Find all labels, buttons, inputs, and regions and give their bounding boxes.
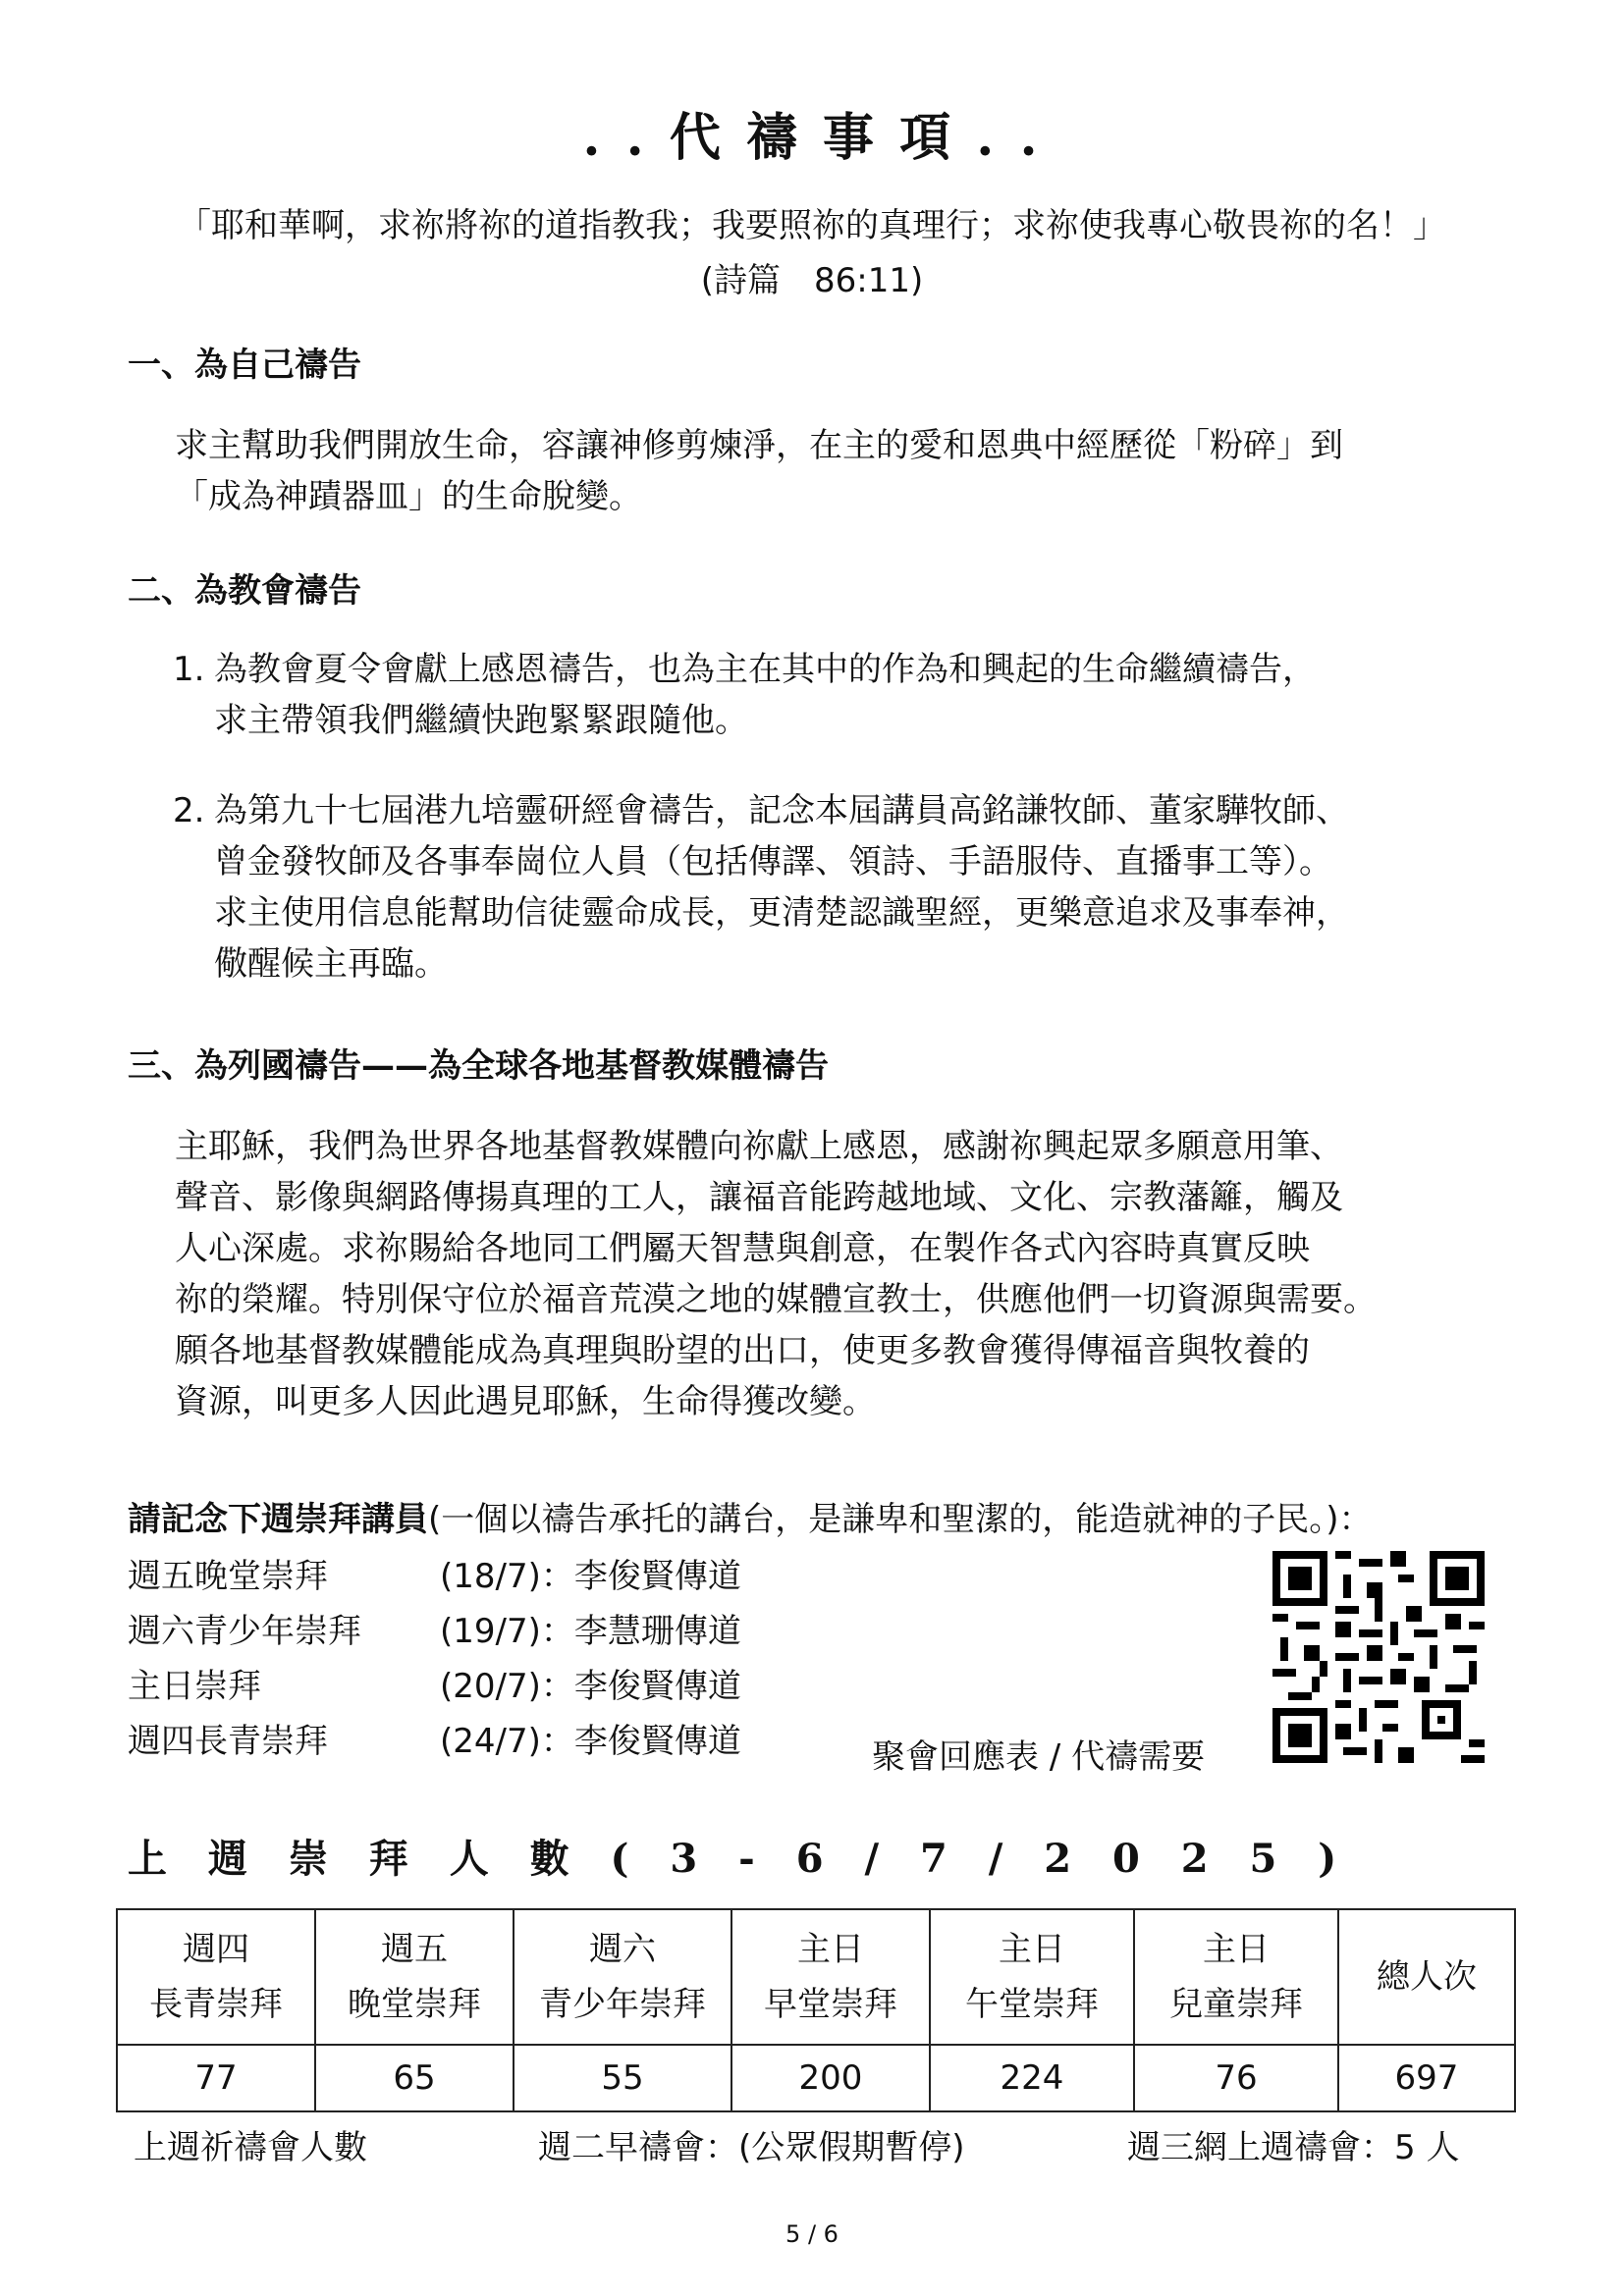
bible-verse: 「耶和華啊，求祢將祢的道指教我；我要照祢的真理行；求祢使我專心敬畏祢的名！」 — [178, 206, 1446, 245]
paragraph-line: 「成為神蹟器皿」的生命脫變。 — [175, 477, 642, 516]
header-line: 主日 — [1203, 1930, 1270, 1969]
section-self-text — [175, 420, 1510, 522]
schedule-info: (20/7)：李俊賢傳道 — [440, 1667, 741, 1706]
list-item-number: 2. — [173, 791, 205, 830]
paragraph-line: 為第九十七屆港九培靈研經會禱告，記念本屆講員高銘謙牧師、董家驊牧師、 — [214, 791, 1349, 830]
header-line: 長青崇拜 — [149, 1985, 283, 2024]
speakers-intro — [128, 1492, 1522, 1540]
table-header-cell — [731, 1909, 930, 2045]
list-item — [173, 644, 1518, 746]
paragraph-line: 為教會夏令會獻上感恩禱告，也為主在其中的作為和興起的生命繼續禱告， — [214, 650, 1316, 689]
header-line: 晚堂崇拜 — [348, 1985, 481, 2024]
speakers-note: (一個以禱告承托的講台，是謙卑和聖潔的，能造就神的子民。)： — [428, 1500, 1373, 1539]
paragraph-line: 資源，叫更多人因此遇見耶穌，生命得獲改變。 — [175, 1382, 876, 1421]
page-title: . . 代 禱 事 項 . . — [582, 108, 1042, 168]
table-header-cell — [117, 1909, 315, 2045]
table-header-row — [117, 1909, 1515, 2045]
header-line: 兒童崇拜 — [1169, 1985, 1303, 2024]
page-number: 5 / 6 — [785, 2220, 839, 2248]
table-header-cell — [1134, 1909, 1338, 2045]
header-line: 主日 — [999, 1930, 1065, 1969]
paragraph-line: 人心深處。求祢賜給各地同工們屬天智慧與創意，在製作各式內容時真實反映 — [175, 1229, 1310, 1268]
schedule-info: (19/7)：李慧珊傳道 — [440, 1612, 741, 1651]
header-line: 午堂崇拜 — [965, 1985, 1099, 2024]
paragraph-line: 求主幫助我們開放生命，容讓神修剪煉淨，在主的愛和恩典中經歷從「粉碎」到 — [175, 426, 1343, 465]
qr-caption: 聚會回應表 / 代禱需要 — [872, 1737, 1206, 1777]
table-cell: 55 — [514, 2045, 731, 2111]
list-item-number: 1. — [173, 650, 205, 689]
speakers-heading: 請記念下週崇拜講員 — [128, 1500, 428, 1539]
table-cell: 65 — [315, 2045, 514, 2111]
table-header-cell — [514, 1909, 731, 2045]
paragraph-line: 願各地基督教媒體能成為真理與盼望的出口，使更多教會獲得傳福音與牧養的 — [175, 1331, 1310, 1370]
table-cell-total: 697 — [1338, 2045, 1515, 2111]
paragraph-line: 求主帶領我們繼續快跑緊緊跟隨他。 — [214, 701, 748, 740]
attendance-table — [116, 1908, 1516, 2112]
section-nations-text — [175, 1121, 1510, 1427]
schedule-info: (24/7)：李俊賢傳道 — [440, 1722, 741, 1761]
table-cell: 76 — [1134, 2045, 1338, 2111]
section-heading-self: 一、為自己禱告 — [128, 346, 361, 385]
paragraph-line: 求主使用信息能幫助信徒靈命成長，更清楚認識聖經，更樂意追求及事奉神， — [214, 893, 1349, 933]
section-heading-nations: 三、為列國禱告——為全球各地基督教媒體禱告 — [128, 1046, 829, 1086]
paragraph-line: 儆醒候主再臨。 — [214, 944, 448, 984]
header-line: 主日 — [797, 1930, 864, 1969]
prayer-meeting-wednesday: 週三網上週禱會：5 人 — [1127, 2128, 1460, 2167]
paragraph-line: 曾金發牧師及各事奉崗位人員（包括傳譯、領詩、手語服侍、直播事工等）。 — [214, 842, 1332, 881]
table-cell: 77 — [117, 2045, 315, 2111]
schedule-label: 主日崇拜 — [128, 1667, 261, 1706]
schedule-label: 週五晚堂崇拜 — [128, 1557, 328, 1596]
table-row — [117, 2045, 1515, 2111]
table-header-cell — [315, 1909, 514, 2045]
qr-code[interactable] — [1272, 1551, 1485, 1763]
paragraph-line: 聲音、影像與網路傳揚真理的工人，讓福音能跨越地域、文化、宗教藩籬，觸及 — [175, 1178, 1343, 1217]
prayer-meeting-label: 上週祈禱會人數 — [134, 2128, 367, 2167]
schedule-label: 週四長青崇拜 — [128, 1722, 328, 1761]
section-heading-church: 二、為教會禱告 — [128, 571, 361, 611]
attendance-title: 上 週 崇 拜 人 數 ( 3 - 6 / 7 / 2 0 2 5 ) — [128, 1836, 1351, 1882]
table-header-cell — [930, 1909, 1134, 2045]
header-line: 早堂崇拜 — [764, 1985, 897, 2024]
table-header-total: 總人次 — [1338, 1909, 1515, 2045]
prayer-meeting-tuesday: 週二早禱會：(公眾假期暫停) — [538, 2128, 965, 2167]
header-line: 週五 — [381, 1930, 448, 1969]
schedule-info: (18/7)：李俊賢傳道 — [440, 1557, 741, 1596]
header-line: 青少年崇拜 — [539, 1985, 706, 2024]
schedule-label: 週六青少年崇拜 — [128, 1612, 361, 1651]
verse-reference: (詩篇 86:11) — [700, 261, 924, 300]
table-cell: 200 — [731, 2045, 930, 2111]
paragraph-line: 祢的榮耀。特別保守位於福音荒漠之地的媒體宣教士，供應他們一切資源與需要。 — [175, 1280, 1377, 1319]
table-cell: 224 — [930, 2045, 1134, 2111]
header-line: 週六 — [589, 1930, 656, 1969]
header-line: 週四 — [183, 1930, 249, 1969]
paragraph-line: 主耶穌，我們為世界各地基督教媒體向祢獻上感恩，感謝祢興起眾多願意用筆、 — [175, 1127, 1343, 1166]
list-item — [173, 785, 1518, 989]
